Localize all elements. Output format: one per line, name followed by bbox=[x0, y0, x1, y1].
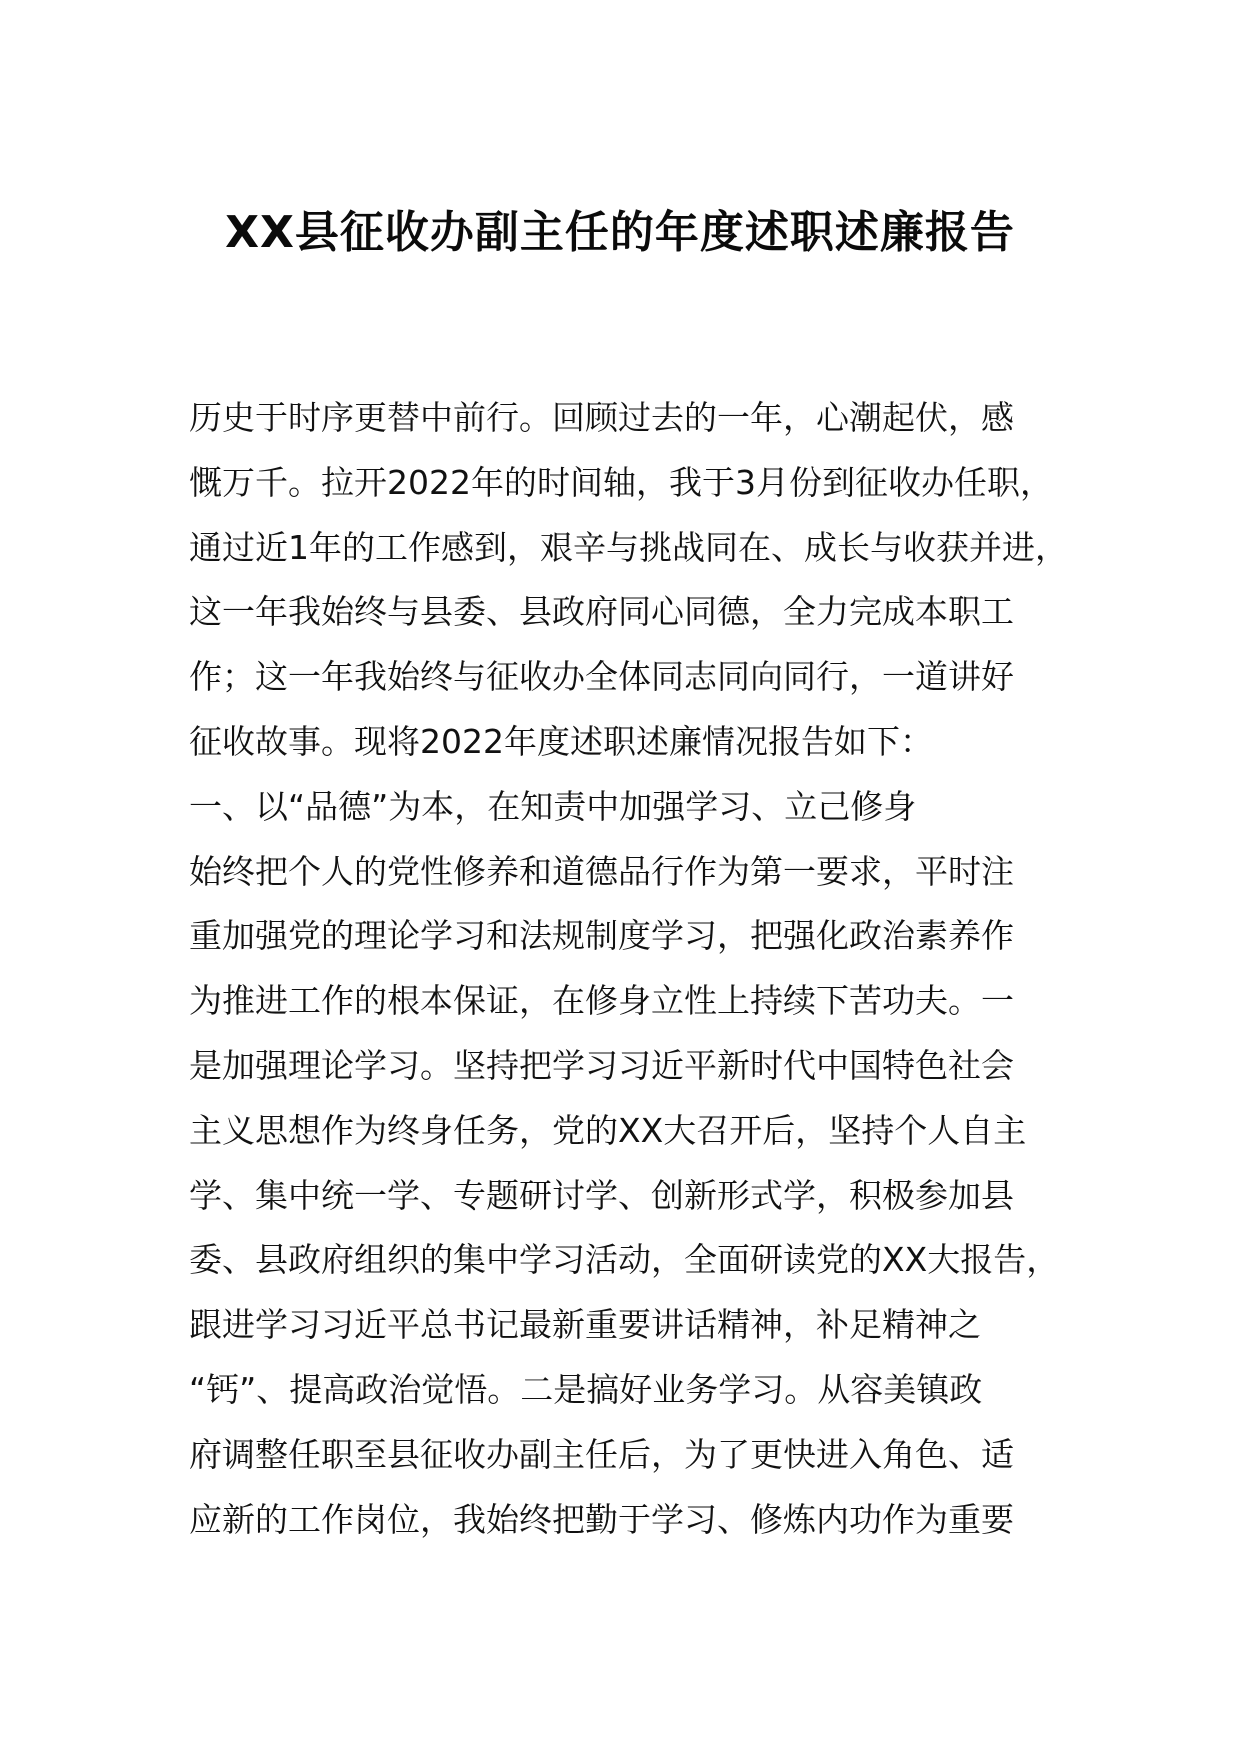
section-heading: 一、以“品德”为本，在知责中加强学习、立己修身 bbox=[189, 786, 917, 826]
document-body bbox=[189, 386, 1089, 1552]
body-line: 委、县政府组织的集中学习活动，全面研读党的XX大报告， bbox=[189, 1240, 1060, 1280]
body-line: 应新的工作岗位，我始终把勤于学习、修炼内功作为重要 bbox=[189, 1499, 1014, 1539]
body-line: 跟进学习习近平总书记最新重要讲话精神，补足精神之 bbox=[189, 1305, 981, 1345]
body-line: 作；这一年我始终与征收办全体同志同向同行，一道讲好 bbox=[189, 657, 1014, 697]
body-line: 历史于时序更替中前行。回顾过去的一年，心潮起伏，感 bbox=[189, 398, 1014, 437]
body-line: “钙”、提高政治觉悟。二是搞好业务学习。从容美镇政 bbox=[189, 1369, 983, 1409]
body-line: 征收故事。现将2022年度述职述廉情况报告如下： bbox=[189, 721, 933, 761]
body-line: 学、集中统一学、专题研讨学、创新形式学，积极参加县 bbox=[189, 1175, 1014, 1215]
body-line: 通过近1年的工作感到，艰辛与挑战同在、成长与收获并进， bbox=[189, 527, 1068, 567]
body-line: 始终把个人的党性修养和道德品行作为第一要求，平时注 bbox=[189, 851, 1014, 891]
body-line: 府调整任职至县征收办副主任后，为了更快进入角色、适 bbox=[189, 1434, 1014, 1474]
body-line: 重加强党的理论学习和法规制度学习，把强化政治素养作 bbox=[189, 916, 1014, 956]
body-line: 这一年我始终与县委、县政府同心同德，全力完成本职工 bbox=[189, 592, 1014, 632]
body-line: 慨万千。拉开2022年的时间轴，我于3月份到征收办任职， bbox=[189, 462, 1053, 502]
document-title: XX县征收办副主任的年度述职述廉报告 bbox=[225, 207, 1015, 258]
body-line: 主义思想作为终身任务，党的XX大召开后，坚持个人自主 bbox=[189, 1110, 1027, 1150]
body-line: 为推进工作的根本保证，在修身立性上持续下苦功夫。一 bbox=[189, 981, 1014, 1021]
body-line: 是加强理论学习。坚持把学习习近平新时代中国特色社会 bbox=[189, 1045, 1014, 1085]
